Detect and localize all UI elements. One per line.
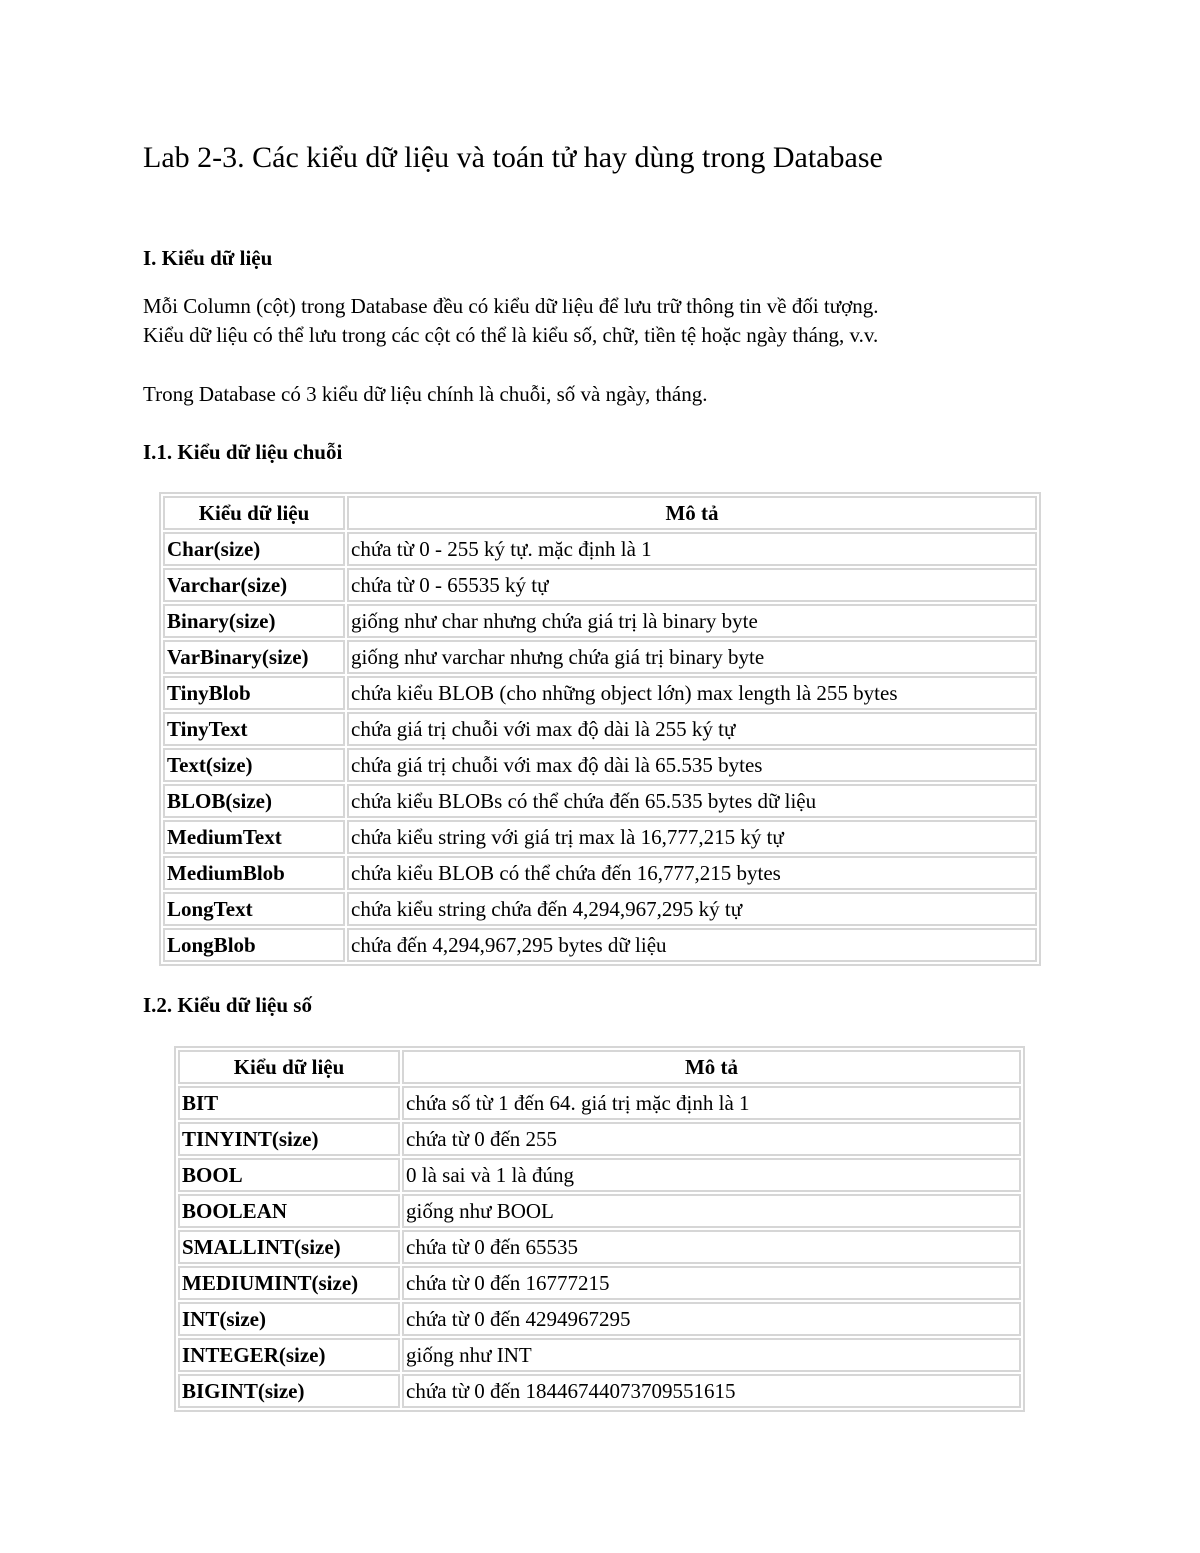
type-cell: Char(size) bbox=[163, 532, 345, 566]
table-row bbox=[163, 784, 1037, 818]
table-header-row bbox=[163, 496, 1037, 530]
type-cell: Varchar(size) bbox=[163, 568, 345, 602]
type-cell: BIGINT(size) bbox=[178, 1374, 400, 1408]
number-types-table bbox=[174, 1046, 1025, 1412]
table-row bbox=[163, 856, 1037, 890]
string-types-table bbox=[159, 492, 1041, 966]
type-cell: Binary(size) bbox=[163, 604, 345, 638]
description-cell: chứa số từ 1 đến 64. giá trị mặc định là 1 bbox=[402, 1086, 1021, 1120]
table-row bbox=[178, 1230, 1021, 1264]
description-cell: chứa từ 0 đến 255 bbox=[402, 1122, 1021, 1156]
type-cell: INT(size) bbox=[178, 1302, 400, 1336]
description-cell: chứa từ 0 đến 65535 bbox=[402, 1230, 1021, 1264]
table-row bbox=[163, 748, 1037, 782]
description-cell: chứa từ 0 - 255 ký tự. mặc định là 1 bbox=[347, 532, 1037, 566]
table-row bbox=[178, 1266, 1021, 1300]
table-row bbox=[178, 1338, 1021, 1372]
description-cell: giống như BOOL bbox=[402, 1194, 1021, 1228]
description-cell: chứa giá trị chuỗi với max độ dài là 255 ký tự bbox=[347, 712, 1037, 746]
table-row bbox=[163, 532, 1037, 566]
type-cell: SMALLINT(size) bbox=[178, 1230, 400, 1264]
intro-line-2: Kiểu dữ liệu có thể lưu trong các cột có thể là kiểu số, chữ, tiền tệ hoặc ngày tháng, v.v. bbox=[143, 323, 879, 347]
column-header-type: Kiểu dữ liệu bbox=[163, 496, 345, 530]
description-cell: chứa từ 0 - 65535 ký tự bbox=[347, 568, 1037, 602]
table-row bbox=[178, 1086, 1021, 1120]
table-row bbox=[163, 712, 1037, 746]
description-cell: chứa giá trị chuỗi với max độ dài là 65.535 bytes bbox=[347, 748, 1037, 782]
type-cell: MEDIUMINT(size) bbox=[178, 1266, 400, 1300]
description-cell: chứa kiểu string chứa đến 4,294,967,295 ký tự bbox=[347, 892, 1037, 926]
type-cell: BIT bbox=[178, 1086, 400, 1120]
page-title: Lab 2-3. Các kiểu dữ liệu và toán tử hay dùng trong Database bbox=[143, 141, 883, 174]
description-cell: giống như INT bbox=[402, 1338, 1021, 1372]
description-cell: chứa kiểu string với giá trị max là 16,777,215 ký tự bbox=[347, 820, 1037, 854]
type-cell: INTEGER(size) bbox=[178, 1338, 400, 1372]
description-cell: chứa kiểu BLOBs có thể chứa đến 65.535 bytes dữ liệu bbox=[347, 784, 1037, 818]
type-cell: BLOB(size) bbox=[163, 784, 345, 818]
table-row bbox=[163, 928, 1037, 962]
description-cell: chứa từ 0 đến 4294967295 bbox=[402, 1302, 1021, 1336]
description-cell: chứa kiểu BLOB có thể chứa đến 16,777,215 bytes bbox=[347, 856, 1037, 890]
table-row bbox=[178, 1194, 1021, 1228]
description-cell: 0 là sai và 1 là đúng bbox=[402, 1158, 1021, 1192]
table-row bbox=[163, 604, 1037, 638]
column-header-type: Kiểu dữ liệu bbox=[178, 1050, 400, 1084]
table-header-row bbox=[178, 1050, 1021, 1084]
description-cell: chứa từ 0 đến 16777215 bbox=[402, 1266, 1021, 1300]
type-cell: TinyBlob bbox=[163, 676, 345, 710]
type-cell: TinyText bbox=[163, 712, 345, 746]
section-heading-data-types: I. Kiểu dữ liệu bbox=[143, 246, 273, 270]
description-cell: chứa từ 0 đến 18446744073709551615 bbox=[402, 1374, 1021, 1408]
table-row bbox=[163, 892, 1037, 926]
table-row bbox=[163, 640, 1037, 674]
description-cell: chứa kiểu BLOB (cho những object lớn) max length là 255 bytes bbox=[347, 676, 1037, 710]
table-row bbox=[178, 1122, 1021, 1156]
column-header-description: Mô tả bbox=[347, 496, 1037, 530]
section-heading-number-types: I.2. Kiểu dữ liệu số bbox=[143, 993, 312, 1017]
intro-paragraph bbox=[143, 292, 879, 350]
type-cell: MediumBlob bbox=[163, 856, 345, 890]
type-cell: BOOLEAN bbox=[178, 1194, 400, 1228]
description-cell: giống như char nhưng chứa giá trị là binary byte bbox=[347, 604, 1037, 638]
type-cell: MediumText bbox=[163, 820, 345, 854]
table-row bbox=[163, 676, 1037, 710]
type-cell: Text(size) bbox=[163, 748, 345, 782]
type-cell: TINYINT(size) bbox=[178, 1122, 400, 1156]
main-types-paragraph: Trong Database có 3 kiểu dữ liệu chính là chuỗi, số và ngày, tháng. bbox=[143, 382, 708, 406]
table-row bbox=[178, 1158, 1021, 1192]
column-header-description: Mô tả bbox=[402, 1050, 1021, 1084]
description-cell: chứa đến 4,294,967,295 bytes dữ liệu bbox=[347, 928, 1037, 962]
section-heading-string-types: I.1. Kiểu dữ liệu chuỗi bbox=[143, 440, 343, 464]
table-row bbox=[163, 820, 1037, 854]
type-cell: VarBinary(size) bbox=[163, 640, 345, 674]
table-row bbox=[163, 568, 1037, 602]
type-cell: BOOL bbox=[178, 1158, 400, 1192]
table-row bbox=[178, 1302, 1021, 1336]
intro-line-1: Mỗi Column (cột) trong Database đều có kiểu dữ liệu để lưu trữ thông tin về đối tượng. bbox=[143, 294, 879, 318]
type-cell: LongText bbox=[163, 892, 345, 926]
type-cell: LongBlob bbox=[163, 928, 345, 962]
table-row bbox=[178, 1374, 1021, 1408]
description-cell: giống như varchar nhưng chứa giá trị binary byte bbox=[347, 640, 1037, 674]
